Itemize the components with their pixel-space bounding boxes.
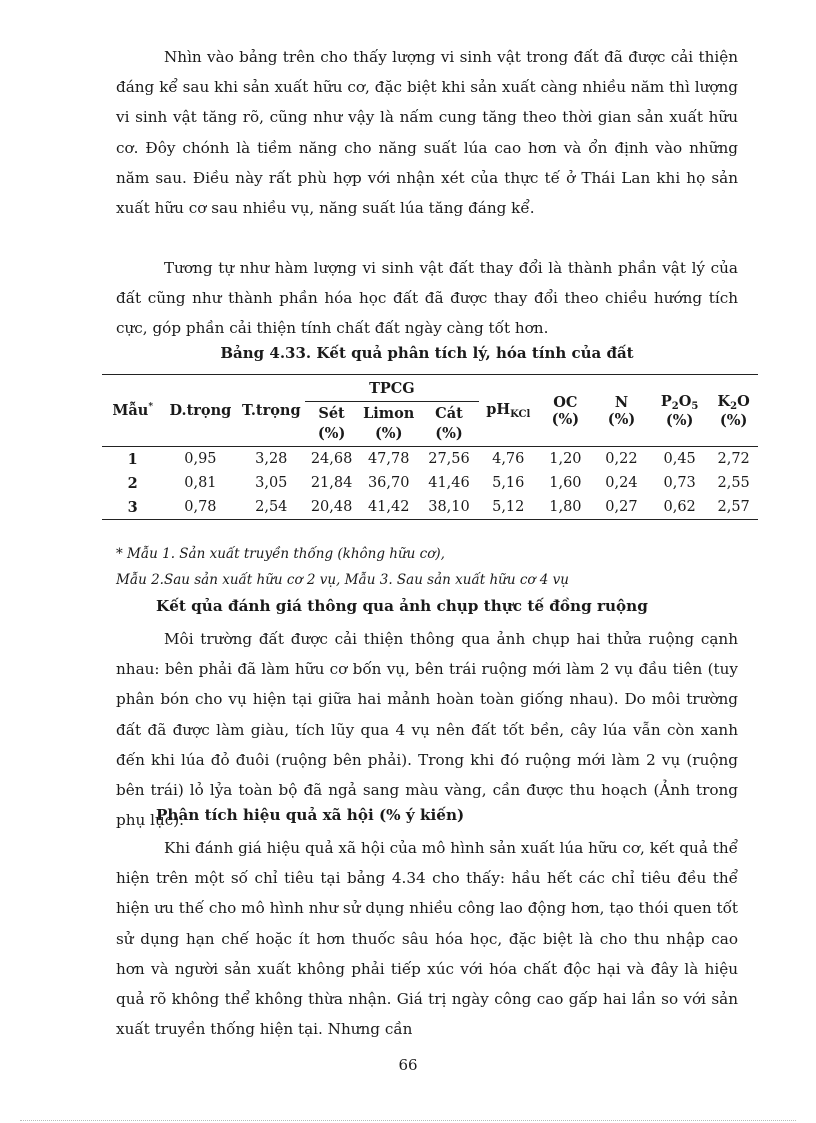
header-ph: $pH_{KCl}$: [479, 375, 538, 447]
cell-ph: 5,16: [492, 475, 525, 491]
header-p2o5: $P_2O_5$ (%): [650, 375, 709, 447]
cell-dtrong: 0,95: [184, 451, 217, 467]
cell-set: 24,68: [310, 451, 353, 467]
cell-n: 0,24: [605, 475, 638, 491]
cell-n: 0,22: [605, 451, 638, 467]
cell-ttrong: 2,54: [237, 495, 305, 520]
cell-limon: 47,78: [367, 451, 410, 467]
header-dtrong: D.trọng: [163, 375, 237, 447]
table-note-1: * Mẫu 1. Sản xuất truyền thống (không hữu cơ),: [116, 546, 445, 562]
cell-oc: 1,20: [549, 451, 582, 467]
cell-dtrong: 0,81: [184, 475, 217, 491]
cell-oc: 1,80: [538, 495, 593, 520]
cell-set: 21,84: [310, 475, 353, 491]
header-ttrong: T.trọng: [237, 375, 305, 447]
paragraph-soil-change: Tương tự như hàm lượng vi sinh vật đất thay đổi là thành phần vật lý của đất cũng như thành phần hóa học đất đã được thay đổi theo chiều hướng tích cực, góp phần cải thiện tính chất đất ngày càng tốt hơn.: [116, 259, 738, 338]
paragraph-social: Khi đánh giá hiệu quả xã hội của mô hình sản xuất lúa hữu cơ, kết quả thể hiện trên một số chỉ tiêu tại bảng 4.34 cho thấy: hầu hết các chỉ tiêu đều thể hiện ưu thế cho mô hình như sử dụng nhiều công lao động hơn, tạo thói quen tốt sử dụng hạn chế hoặc ít hơn thuốc sâu hóa học, đặc biệt là cho thu nhập cao hơn và người sản xuất không phải tiếp xúc với hóa chất độc hại và đây là hiệu quả rõ không thể không thừa nhận. Giá trị ngày công cao gấp hai lần so với sản xuất truyền thống hiện tại. Nhưng cần: [116, 839, 738, 1039]
header-n: N (%): [593, 375, 650, 447]
cell-mau: 2: [127, 474, 138, 492]
cell-cat: 38,10: [419, 495, 478, 520]
header-k2o: $K_2O$ (%): [709, 375, 758, 447]
cell-mau: 1: [127, 450, 138, 468]
cell-cat: 27,56: [428, 451, 470, 467]
table-caption: Bảng 4.33. Kết quả phân tích lý, hóa tính của đất: [220, 344, 634, 362]
cell-ph: 5,12: [479, 495, 538, 520]
page-bottom-divider: [20, 1120, 796, 1121]
cell-p2o5: 0,73: [663, 475, 696, 491]
header-cat: Cát (%): [419, 402, 478, 447]
cell-ttrong: 3,28: [255, 451, 288, 467]
table-row: [102, 495, 758, 520]
table-row: [102, 471, 758, 495]
cell-n: 0,27: [593, 495, 650, 520]
paragraph-photo: Môi trường đất được cải thiện thông qua ảnh chụp hai thửa ruộng cạnh nhau: bên phải đã làm hữu cơ bốn vụ, bên trái ruộng mới làm 2 vụ đầu tiên (tuy phân bón cho vụ hiện tại giữa hai mảnh hoàn toàn giống nhau). Do môi trường đất đã được làm giàu, tích lũy qua 4 vụ nên đất tốt bền, cây lúa vẫn còn xanh đến khi lúa đỏ đuôi (ruộng bên phải). Trong khi đó ruộng mới làm 2 vụ (ruộng bên trái) lỏ lỷa toàn bộ đã ngả sang màu vàng, cần được thu hoạch (Ảnh trong phụ lục).: [116, 630, 738, 830]
cell-cat: 41,46: [428, 475, 470, 491]
cell-ttrong: 3,05: [255, 475, 288, 491]
cell-k2o: 2,72: [717, 451, 750, 467]
soil-analysis-table: [102, 374, 758, 520]
cell-oc: 1,60: [549, 475, 582, 491]
table-note-2: Mẫu 2.Sau sản xuất hữu cơ 2 vụ, Mẫu 3. Sau sản xuất hữu cơ 4 vụ: [116, 572, 569, 588]
page-number: 66: [398, 1056, 418, 1074]
header-set: Sét (%): [305, 402, 358, 447]
cell-mau: 3: [102, 495, 163, 520]
header-mau: Mẫu*: [102, 375, 163, 447]
cell-set: 20,48: [305, 495, 358, 520]
table-row: [102, 447, 758, 472]
section-heading-social: Phân tích hiệu quả xã hội (% ý kiến): [156, 806, 465, 824]
table-body: [102, 447, 758, 520]
header-oc: OC (%): [538, 375, 593, 447]
cell-limon: 36,70: [367, 475, 410, 491]
cell-p2o5: 0,45: [663, 451, 696, 467]
cell-p2o5: 0,62: [650, 495, 709, 520]
cell-limon: 41,42: [358, 495, 419, 520]
cell-dtrong: 0,78: [163, 495, 237, 520]
header-tpcg: TPCG: [305, 375, 479, 402]
header-limon: Limon (%): [358, 402, 419, 447]
paragraph-microbes: Nhìn vào bảng trên cho thấy lượng vi sinh vật trong đất đã được cải thiện đáng kể sau khi sản xuất hữu cơ, đặc biệt khi sản xuất càng nhiều năm thì lượng vi sinh vật tăng rõ, cũng như vậy là nấm cung tăng theo thời gian sản xuất hữu cơ. Đôy chónh là tiềm năng cho năng suất lúa cao hơn và ổn định vào những năm sau. Điều này rất phù hợp với nhận xét của thực tế ở Thái Lan khi họ sản xuất hữu cơ sau nhiều vụ, năng suất lúa tăng đáng kể.: [116, 48, 738, 218]
section-heading-photo: Kết qủa đánh giá thông qua ảnh chụp thực tế đồng ruộng: [156, 597, 648, 615]
cell-k2o: 2,55: [717, 475, 750, 491]
cell-ph: 4,76: [492, 451, 525, 467]
cell-k2o: 2,57: [709, 495, 758, 520]
